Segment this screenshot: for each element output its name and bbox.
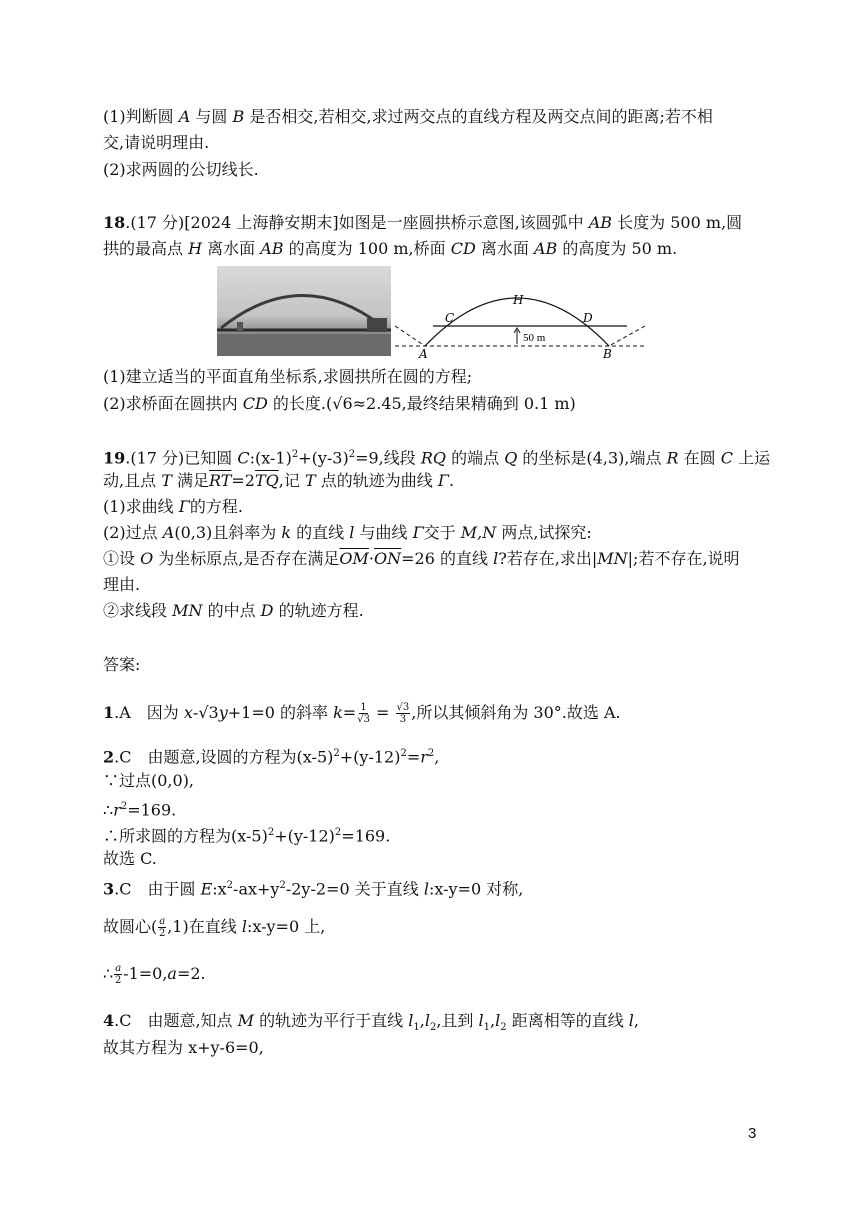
q19-sub2: ②求线段 MN 的中点 D 的轨迹方程. bbox=[103, 601, 364, 620]
answer-4-line2: 故其方程为 x+y-6=0, bbox=[103, 1038, 264, 1057]
label-height: 50 m bbox=[523, 332, 546, 344]
answer-2-line2: ∵过点(0,0), bbox=[103, 771, 195, 790]
answer-3-line3: ∴ $\frac{a}{2}$ -1=0,a=2. bbox=[103, 963, 206, 986]
q17-part1-line1: (1)判断圆 A 与圆 B 是否相交,若相交,求过两交点的直线方程及两交点间的距离;若不相 bbox=[103, 107, 713, 126]
q19-sub1-line1: ①设 O 为坐标原点,是否存在满足$\overline{OM}\cdot\overline{ON}=26$ 的直线 l?若存在,求出|MN|;若不存在,说明 bbox=[103, 549, 740, 568]
q19-part2: (2)过点 A(0,3)且斜率为 k 的直线 l 与曲线 Γ交于 M,N 两点,试探究: bbox=[103, 523, 592, 542]
q19-sub1-line2: 理由. bbox=[103, 575, 141, 594]
answer-3-line2: 故圆心( $\frac{a}{2}$ ,1)在直线 l:x-y=0 上, bbox=[103, 916, 326, 939]
q17-part1-line2: 交,请说明理由. bbox=[103, 133, 210, 152]
q19-line2: 动,且点 T 满足$\overline{RT}=2\overline{TQ}$,记 T 点的轨迹为曲线 Γ. bbox=[103, 471, 455, 490]
q18-line2: 拱的最高点 H 离水面 AB 的高度为 100 m,桥面 CD 离水面 AB 的高度为 50 m. bbox=[103, 239, 678, 258]
q18-part2: (2)求桥面在圆拱内 CD 的长度.(√6≈2.45,最终结果精确到 0.1 m) bbox=[103, 394, 576, 413]
label-H: H bbox=[513, 293, 524, 307]
q19-part1: (1)求曲线 Γ的方程. bbox=[103, 497, 243, 516]
bridge-arch-diagram bbox=[395, 290, 650, 360]
q18-line1: 18.(17 分)[2024 上海静安期末]如图是一座圆拱桥示意图,该圆弧中 AB 长度为 500 m,圆 bbox=[103, 213, 743, 232]
label-B: B bbox=[603, 347, 612, 360]
q18-part1: (1)建立适当的平面直角坐标系,求圆拱所在圆的方程; bbox=[103, 367, 473, 386]
answer-2-line4: ∴所求圆的方程为$(x-5)^2+(y-12)^2=169$. bbox=[103, 826, 391, 846]
label-C: C bbox=[445, 311, 455, 325]
page-number: 3 bbox=[748, 1125, 757, 1142]
bridge-photo bbox=[217, 266, 391, 356]
answer-4-line1: 4.C 由题意,知点 M 的轨迹为平行于直线 $l_1,l_2$,且到 $l_1,l_2$ 距离相等的直线 l, bbox=[103, 1011, 640, 1034]
label-D: D bbox=[583, 311, 593, 325]
q19-line1: 19.(17 分)已知圆 $C:(x-1)^2+(y-3)^2=9$,线段 RQ 的端点 Q 的坐标是(4,3),端点 R 在圆 C 上运 bbox=[103, 448, 771, 468]
answers-heading: 答案: bbox=[103, 655, 141, 674]
q17-part2: (2)求两圆的公切线长. bbox=[103, 160, 259, 179]
answer-1: 1.A 因为 x-√3y+1=0 的斜率 k= $\frac{1}{√3}$ = $\frac{√3}{3}$ ,所以其倾斜角为 30°.故选 A. bbox=[103, 702, 621, 725]
answer-2-line1: 2.C 由题意,设圆的方程为$(x-5)^2+(y-12)^2=r^2$, bbox=[103, 747, 440, 767]
label-A: A bbox=[419, 347, 428, 360]
answer-2-line3: $\therefore r^2=169$. bbox=[103, 800, 177, 820]
answer-2-line5: 故选 C. bbox=[103, 849, 157, 868]
answer-3-line1: 3.C 由于圆 $E:x^2-ax+y^2-2y-2=0$ 关于直线 l:x-y=0 对称, bbox=[103, 879, 524, 899]
